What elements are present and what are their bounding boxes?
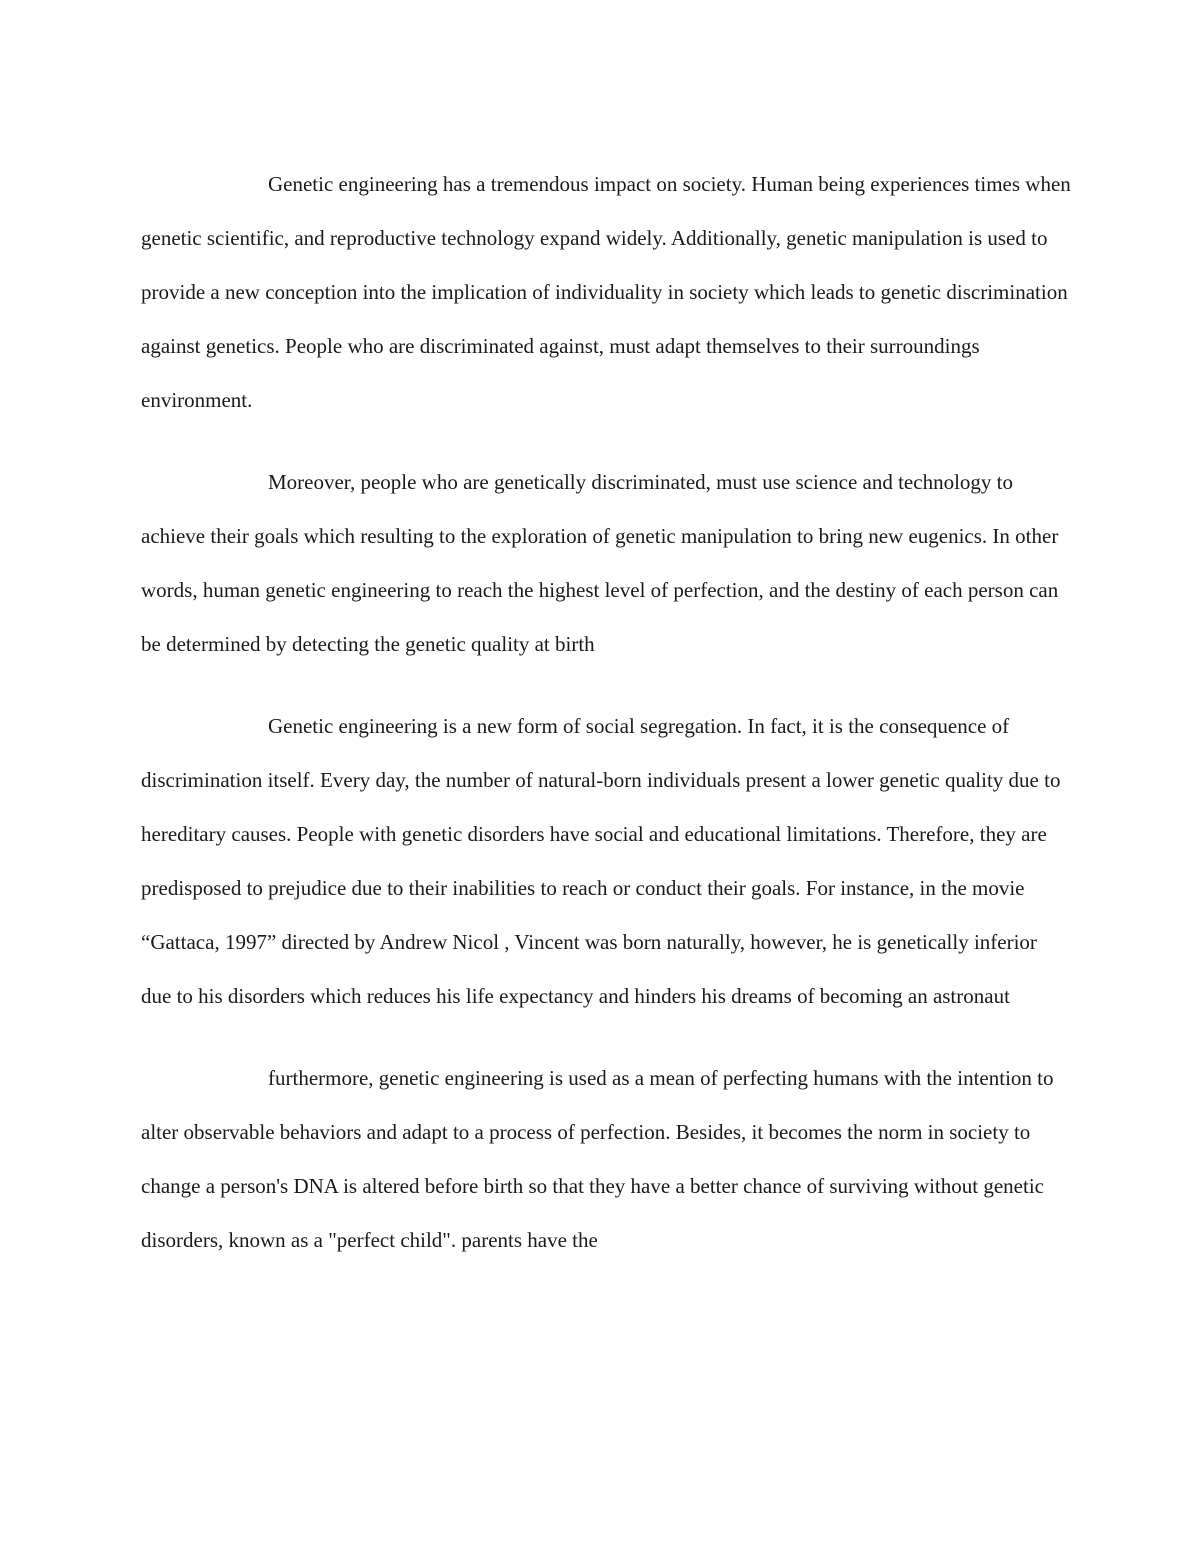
paragraph-3: Genetic engineering is a new form of social segregation. In fact, it is the consequence of discrimination itself. Every day, the number of natural-born individuals present a lower genetic quality due to hereditary causes. People with genetic disorders have social and educational limitations. Therefore, they are predisposed to prejudice due to their inabilities to reach or conduct their goals. For instance, in the movie “Gattaca, 1997” directed by Andrew Nicol , Vincent was born naturally, however, he is genetically inferior due to his disorders which reduces his life expectancy and hinders his dreams of becoming an astronaut [141,714,1061,1008]
paragraph-4: furthermore, genetic engineering is used as a mean of perfecting humans with the intention to alter observable behaviors and adapt to a process of perfection. Besides, it becomes the norm in society to change a person's DNA is altered before birth so that they have a better chance of surviving without genetic disorders, known as a "perfect child". parents have the [141,1066,1054,1252]
paragraph-2: Moreover, people who are genetically discriminated, must use science and technology to achieve their goals which resulting to the exploration of genetic manipulation to bring new eugenics. In other words, human genetic engineering to reach the highest level of perfection, and the destiny of each person can be determined by detecting the genetic quality at birth [141,470,1059,656]
document-body [141,157,1071,1295]
paragraph-1: Genetic engineering has a tremendous impact on society. Human being experiences times when genetic scientific, and reproductive technology expand widely. Additionally, genetic manipulation is used to provide a new conception into the implication of individuality in society which leads to genetic discrimination against genetics. People who are discriminated against, must adapt themselves to their surroundings environment. [141,172,1071,412]
